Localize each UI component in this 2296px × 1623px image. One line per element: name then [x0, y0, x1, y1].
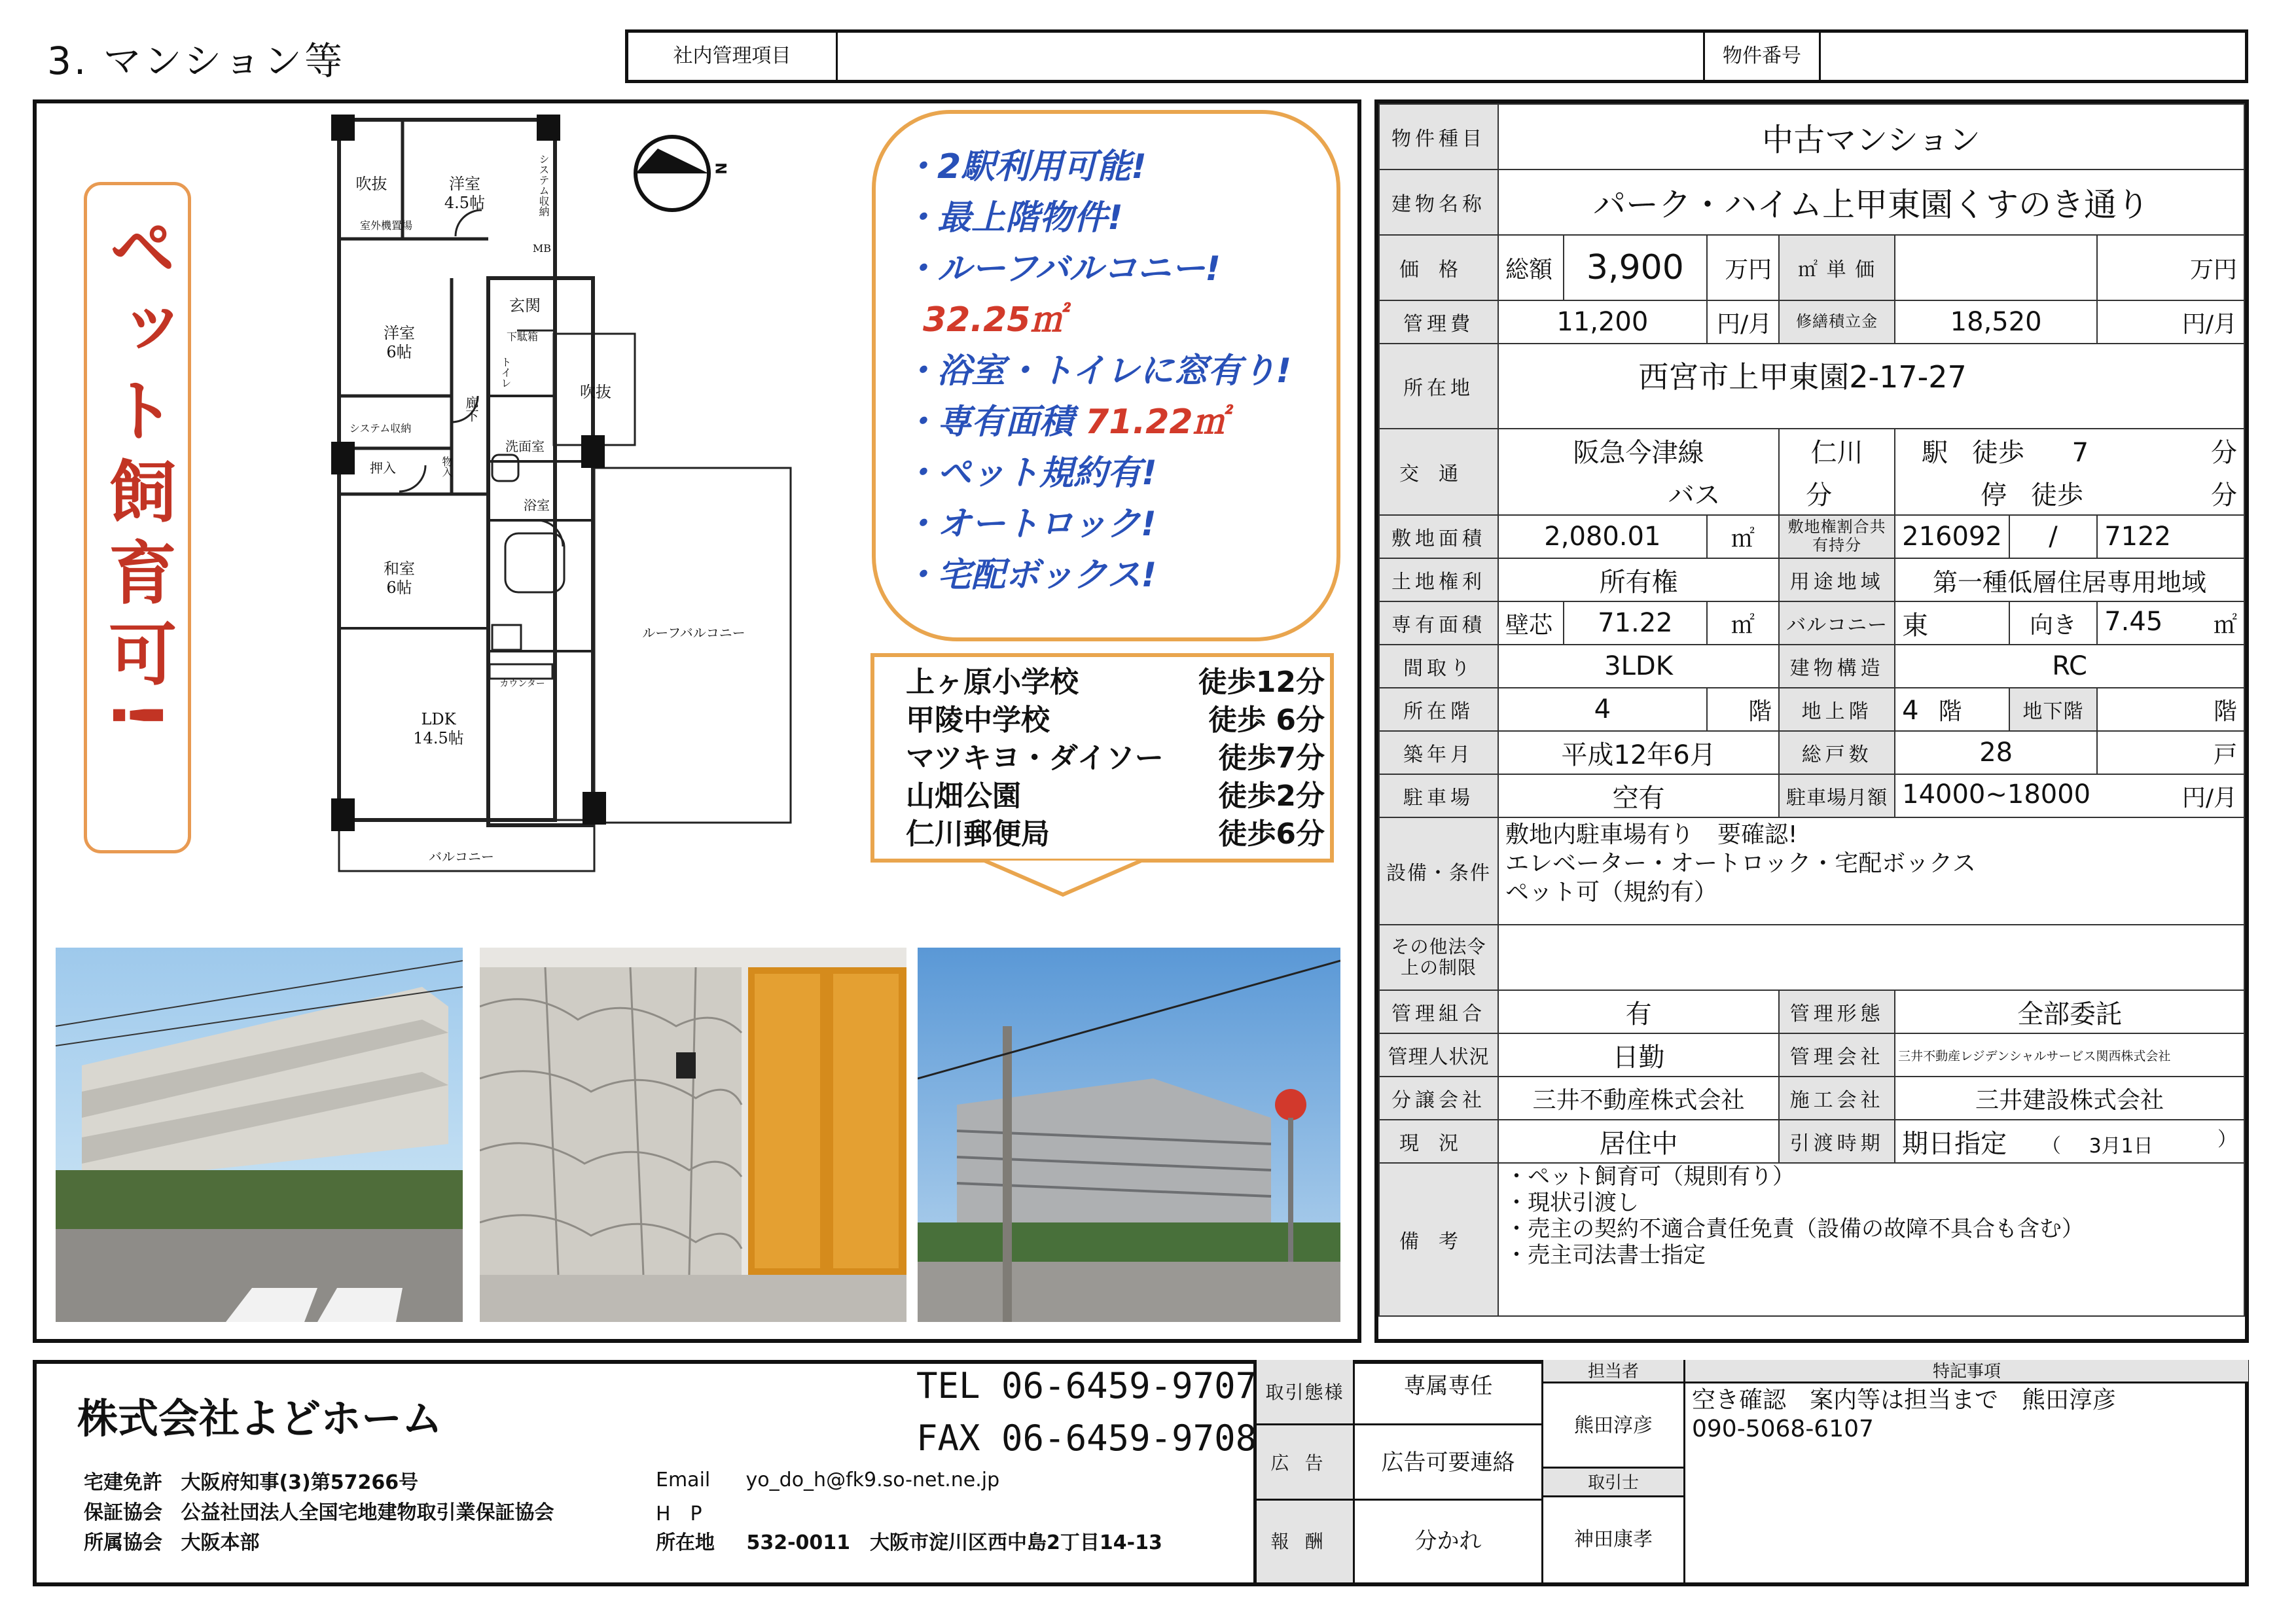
highlight-line [903, 550, 1335, 601]
share-label: 敷地権割合共有持分 [1779, 515, 1895, 558]
highlight-text: ・宅配ボックス! [903, 556, 1157, 595]
broker: 神田康孝 [1574, 1528, 1653, 1551]
bus-stop-label: 停 [1981, 480, 2007, 510]
company-name: 株式会社よどホーム [77, 1395, 443, 1442]
fee-label: 報酬 [1257, 1501, 1355, 1582]
facility-label: 設備・条件 [1379, 817, 1498, 925]
handover: 期日指定 [1902, 1128, 2007, 1159]
parking: 空有 [1498, 774, 1779, 817]
restriction [1498, 925, 2244, 990]
fee: 分かれ [1414, 1528, 1482, 1554]
walk-fun: 分 [2211, 438, 2237, 468]
kanri-fee: 11,200 [1498, 300, 1707, 344]
remarks-label: 備考 [1379, 1163, 1498, 1316]
structure: RC [1895, 645, 2244, 688]
building-exterior-drawing [56, 948, 463, 1322]
restriction-label: その他法令上の制限 [1379, 925, 1498, 990]
mgmt-form: 全部委託 [1895, 990, 2244, 1033]
manager: 日勤 [1498, 1033, 1779, 1077]
tsubo-unit: 万円 [2097, 235, 2244, 300]
ad-label: 広告 [1257, 1425, 1355, 1501]
price-unit: 万円 [1707, 235, 1779, 300]
bus-stop [1895, 472, 2244, 515]
deal-label: 取引態様 [1257, 1360, 1355, 1425]
handover-label: 引渡時期 [1779, 1120, 1895, 1163]
balcony-area-cell [2097, 601, 2244, 645]
balcony-direction [1895, 601, 2009, 645]
area-label: 専有面積 [1379, 601, 1498, 645]
share-numerator: 216092 [1895, 515, 2009, 558]
parking-label: 駐車場 [1379, 774, 1498, 817]
units-label: 総戸数 [1779, 731, 1895, 774]
parking-fee-unit: 円/月 [2181, 784, 2237, 812]
staff: 熊田淳彦 [1543, 1383, 1683, 1469]
building-exterior-photo [56, 948, 463, 1322]
balcony-area: 7.45 [2104, 606, 2163, 637]
price-label: 価格 [1379, 235, 1498, 300]
deal-grid [1253, 1360, 2249, 1586]
kanri-unit: 円/月 [1707, 300, 1779, 344]
highlight-text: ・オートロック! [903, 505, 1157, 544]
pet-banner-text: ペット飼育可! [97, 213, 177, 744]
nearby-item [906, 664, 1325, 702]
status: 居住中 [1498, 1120, 1779, 1163]
room-japanese: 和室 6帖 [384, 560, 415, 597]
layout: 3LDK [1498, 645, 1779, 688]
nearby-item [906, 777, 1325, 815]
license-row [84, 1466, 418, 1495]
fax: FAX 06-6459-9708 [916, 1418, 1257, 1459]
spec-table [1378, 103, 2245, 1317]
nearby-name: 仁川郵便局 [906, 817, 1050, 851]
parking-fee-cell [1895, 774, 2244, 817]
name-label: 建物名称 [1379, 169, 1498, 235]
entrance-hall-drawing [480, 948, 906, 1322]
facility-line: ペット可（規約有） [1505, 879, 1718, 906]
above-floors: 4 [1902, 695, 1919, 726]
shuzen-fee: 18,520 [1895, 300, 2097, 344]
highlight-text: ・浴室・トイレに窓有り! [903, 351, 1292, 391]
union-label: 管理組合 [1379, 990, 1498, 1033]
built-date: 平成12年6月 [1498, 731, 1779, 774]
remark-line: ・ペット飼育可（規則有り） [1505, 1164, 1795, 1190]
nearby-item [906, 702, 1325, 740]
nearby-walk: 徒歩12分 [1198, 666, 1325, 699]
shuzen-unit: 円/月 [2097, 300, 2244, 344]
mgmt-form-label: 管理形態 [1779, 990, 1895, 1033]
property-no-label: 物件番号 [1703, 33, 1821, 80]
highlights-list [903, 141, 1335, 601]
room-system-storage-1: システム収納 [537, 154, 550, 217]
nearby-list [906, 664, 1325, 853]
nearby-item [906, 815, 1325, 853]
station-toho: 徒歩 [1971, 438, 2024, 468]
hp-row [656, 1497, 740, 1526]
floor-kai: 階 [1707, 688, 1779, 731]
license-label: 宅建免許 [84, 1471, 162, 1494]
manager-label: 管理人状況 [1379, 1033, 1498, 1077]
room-toilet: トイレ [499, 357, 512, 388]
nearby-name: 甲陵中学校 [906, 704, 1050, 737]
room-system-storage-2: システム収納 [349, 422, 412, 435]
bus-label: バス [1498, 472, 1779, 515]
branch: 大阪本部 [181, 1531, 260, 1554]
below-kai: 階 [2213, 698, 2237, 725]
kotsu-label: 交通 [1379, 429, 1498, 515]
floor: 4 [1498, 688, 1707, 731]
station-walk [1895, 429, 2244, 472]
compass-icon [632, 134, 730, 213]
highlight-text: ・専有面積 [903, 402, 1086, 442]
nearby-walk: 徒歩 6分 [1208, 704, 1325, 737]
land-right: 所有権 [1498, 558, 1779, 601]
room-ldk: LDK 14.5帖 [413, 710, 464, 747]
below-label: 地下階 [2009, 688, 2097, 731]
layout-label: 間取り [1379, 645, 1498, 688]
builder: 三井建設株式会社 [1895, 1077, 2244, 1120]
assoc: 公益社団法人全国宅地建物取引業保証協会 [181, 1501, 554, 1524]
remark-line: ・売主の契約不適合責任免責（設備の故障不具合も含む） [1505, 1216, 2084, 1242]
bus-fun: 分 [1779, 472, 1895, 515]
kanri-label: 管理費 [1379, 300, 1498, 344]
highlight-line [903, 294, 1335, 346]
email: yo_do_h@fk9.so-net.ne.jp [745, 1469, 1000, 1491]
highlight-line [903, 243, 1335, 294]
addr-row [656, 1526, 1162, 1555]
highlights-bubble [872, 110, 1340, 641]
broker-label: 取引士 [1543, 1469, 1683, 1497]
room-outdoor-unit: 室外機置場 [359, 219, 412, 232]
area-type: 壁芯 [1498, 601, 1564, 645]
facility-list [1498, 817, 2244, 925]
highlight-text: ・最上階物件! [903, 198, 1123, 238]
walk-minutes: 7 [2072, 438, 2089, 468]
mgmt-label: 社内管理項目 [628, 33, 838, 80]
room-washroom: 洗面室 [505, 438, 545, 454]
remark-line: ・現状引渡し [1505, 1190, 1639, 1216]
highlight-line [903, 448, 1335, 499]
balcony-muki: 向き [2009, 601, 2097, 645]
highlight-line [903, 397, 1335, 448]
floor-plan [321, 115, 808, 897]
compass-n-label: N [711, 162, 728, 175]
room-western-1: 洋室 4.5帖 [444, 175, 486, 212]
highlight-text: ・ルーフバルコニー! [903, 249, 1221, 289]
room-fukinuke-2: 吹抜 [580, 383, 611, 401]
nearby-name: マツキヨ・ダイソー [906, 741, 1164, 775]
note-line: 空き確認 案内等は担当まで 熊田淳彦 [1692, 1387, 2117, 1414]
highlight-accent: 71.22㎡ [1085, 402, 1227, 442]
floor-label: 所在階 [1379, 688, 1498, 731]
room-western-2: 洋室 6帖 [384, 324, 415, 361]
highlight-line [903, 192, 1335, 243]
email-row [656, 1469, 999, 1491]
site-area-label: 敷地面積 [1379, 515, 1498, 558]
above-label: 地上階 [1779, 688, 1895, 731]
tel: TEL 06-6459-9707 [916, 1365, 1257, 1406]
room-roof-balcony: ルーフバルコニー [642, 625, 745, 641]
union: 有 [1498, 990, 1779, 1033]
room-corridor: 廊下 [463, 396, 479, 422]
price-total-label: 総額 [1498, 235, 1564, 300]
parking-fee-label: 駐車場月額 [1779, 774, 1895, 817]
floor-plan-drawing [321, 115, 808, 897]
nearby-name: 上ヶ原小学校 [906, 666, 1079, 699]
notes-label: 特記事項 [1685, 1360, 2248, 1383]
addr-label: 所在地 [656, 1531, 715, 1554]
handover-paren-l: （ [2041, 1134, 2061, 1158]
license: 大阪府知事(3)第57266号 [181, 1471, 419, 1494]
tsubo-label: ㎡ 単 価 [1779, 235, 1895, 300]
assoc-row [84, 1496, 554, 1525]
nearby-walk: 徒歩6分 [1218, 817, 1325, 851]
room-bath: 浴室 [524, 497, 550, 513]
mgmt-company: 三井不動産レジデンシャルサービス関西株式会社 [1895, 1033, 2244, 1077]
share-denominator: 7122 [2097, 515, 2244, 558]
building-street-drawing [918, 948, 1340, 1322]
hp-label: H P [656, 1503, 702, 1525]
handover-paren-r: ） [2217, 1128, 2237, 1151]
site-area: 2,080.01 [1498, 515, 1707, 558]
nearby-pointer-icon [984, 861, 1141, 900]
staff-column [1541, 1360, 1685, 1582]
site-area-unit: ㎡ [1707, 515, 1779, 558]
parking-fee: 14000~18000 [1902, 779, 2091, 810]
station-eki: 駅 [1922, 438, 1948, 468]
pet-banner [84, 182, 191, 853]
balcony-area-unit: ㎡ [2213, 611, 2237, 639]
notes [1692, 1386, 2248, 1444]
built-label: 築年月 [1379, 731, 1498, 774]
room-oshiire: 押入 [370, 460, 396, 476]
highlight-line [903, 141, 1335, 192]
room-entrance: 玄関 [509, 296, 541, 315]
handover-cell [1895, 1120, 2244, 1163]
area-unit: ㎡ [1707, 601, 1779, 645]
email-label: Email [656, 1469, 711, 1491]
note-line: 090-5068-6107 [1692, 1416, 1874, 1442]
seller-label: 分譲会社 [1379, 1077, 1498, 1120]
property-no-value [1821, 33, 2240, 80]
zoning-label: 用途地域 [1779, 558, 1895, 601]
land-right-label: 土地権利 [1379, 558, 1498, 601]
balcony-dir: 東 [1902, 610, 1929, 641]
price-total: 3,900 [1564, 235, 1707, 300]
zoning: 第一種低層住居専用地域 [1895, 558, 2244, 601]
units-ko: 戸 [2097, 731, 2244, 774]
highlight-text: 32.25㎡ [923, 300, 1065, 340]
branch-row [84, 1526, 259, 1555]
exclusive-area: 71.22 [1564, 601, 1707, 645]
section-title: 3. マンション等 [47, 39, 346, 83]
nearby-box [870, 653, 1334, 863]
branch-label: 所属協会 [84, 1531, 162, 1554]
remark-line: ・売主司法書士指定 [1505, 1242, 1706, 1268]
status-label: 現況 [1379, 1120, 1498, 1163]
share-slash: / [2009, 515, 2097, 558]
room-shoe-box: 下駄箱 [506, 330, 538, 343]
handover-date: 3月1日 [2089, 1134, 2153, 1158]
highlight-line [903, 346, 1335, 397]
property-type: 中古マンション [1498, 104, 2244, 169]
building-name: パーク・ハイム上甲東園くすのき通り [1498, 169, 2244, 235]
address: 西宮市上甲東園2-17-27 [1498, 344, 2244, 429]
highlight-text: ・ペット規約有! [903, 454, 1157, 493]
address-label: 所在地 [1379, 344, 1498, 429]
shuzen-label: 修繕積立金 [1779, 300, 1895, 344]
above-cell [1895, 688, 2009, 731]
seller: 三井不動産株式会社 [1498, 1077, 1779, 1120]
room-fukinuke-1: 吹抜 [355, 175, 387, 193]
nearby-walk: 徒歩7分 [1218, 741, 1325, 775]
train-line: 阪急今津線 [1498, 429, 1779, 472]
ad: 広告可要連絡 [1355, 1425, 1541, 1501]
builder-label: 施工会社 [1779, 1077, 1895, 1120]
header-mgmt-bar [625, 29, 2248, 83]
nearby-walk: 徒歩2分 [1218, 779, 1325, 813]
nearby-name: 山畑公園 [906, 779, 1021, 813]
assoc-label: 保証協会 [84, 1501, 162, 1524]
type-label: 物件種目 [1379, 104, 1498, 169]
room-counter: カウンター [499, 679, 545, 689]
facility-line: エレベーター・オートロック・宅配ボックス [1505, 850, 1976, 877]
entrance-hall-photo [480, 948, 906, 1322]
highlight-line [903, 499, 1335, 550]
highlight-text: ・2駅利用可能! [903, 147, 1147, 187]
nearby-item [906, 740, 1325, 777]
bus-stop-fun: 分 [2211, 480, 2237, 510]
bus-toho: 徒歩 [2030, 480, 2083, 510]
company-address: 532-0011 大阪市淀川区西中島2丁目14-13 [746, 1531, 1162, 1554]
above-kai: 階 [1938, 698, 1962, 725]
room-mb: MB [532, 242, 552, 255]
room-balcony: バルコニー [429, 849, 494, 865]
deal: 専属専任 [1355, 1360, 1541, 1425]
room-monoire: 物入 [440, 456, 453, 477]
total-units: 28 [1895, 731, 2097, 774]
tsubo-value [1895, 235, 2097, 300]
staff-label: 担当者 [1543, 1360, 1683, 1383]
mgmt-co-label: 管理会社 [1779, 1033, 1895, 1077]
remarks-list [1498, 1163, 2244, 1316]
building-street-photo [918, 948, 1340, 1322]
facility-line: 敷地内駐車場有り 要確認! [1505, 821, 1798, 848]
station-name: 仁川 [1779, 429, 1895, 472]
structure-label: 建物構造 [1779, 645, 1895, 688]
balcony-label: バルコニー [1779, 601, 1895, 645]
below-cell [2097, 688, 2244, 731]
